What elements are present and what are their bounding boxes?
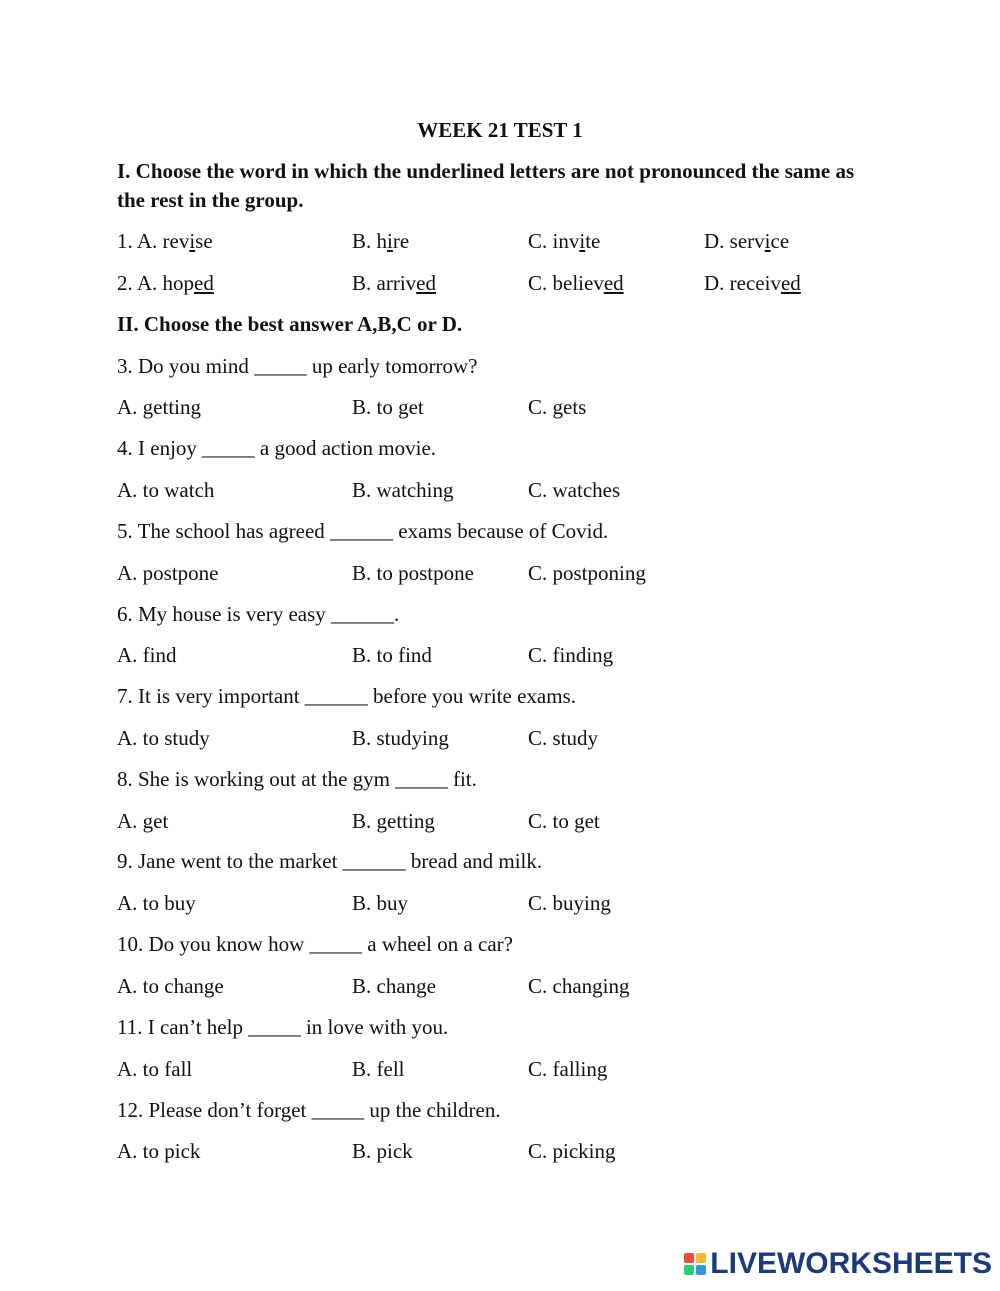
question-5-text: 5. The school has agreed ______ exams because of Covid. xyxy=(117,519,609,543)
q3-option-b: B. to get xyxy=(352,395,424,419)
q1-option-b: B. hire xyxy=(352,229,410,253)
q5-option-b: B. to postpone xyxy=(352,561,474,585)
question-11-text: 11. I can’t help _____ in love with you. xyxy=(117,1015,449,1039)
q11-option-b: B. fell xyxy=(352,1057,405,1081)
liveworksheets-logo[interactable] xyxy=(684,1247,992,1281)
q2-option-b: B. arrived xyxy=(352,271,436,295)
q8-option-b: B. getting xyxy=(352,809,435,833)
question-4-text: 4. I enjoy _____ a good action movie. xyxy=(117,436,437,460)
section-1-heading: I. Choose the word in which the underlined letters are not pronounced the same as the rest in the group. xyxy=(117,159,855,212)
question-12-text: 12. Please don’t forget _____ up the children. xyxy=(117,1098,501,1122)
q1-option-a: 1. A. revise xyxy=(117,229,213,253)
page-title: WEEK 21 TEST 1 xyxy=(417,118,583,142)
q6-option-b: B. to find xyxy=(352,643,432,667)
logo-text: LIVEWORKSHEETS xyxy=(710,1247,992,1280)
logo-square-blue xyxy=(696,1265,706,1275)
q9-option-a: A. to buy xyxy=(117,891,196,915)
q12-option-b: B. pick xyxy=(352,1139,413,1163)
q9-option-c: C. buying xyxy=(528,891,611,915)
logo-square-green xyxy=(684,1265,694,1275)
question-3-text: 3. Do you mind _____ up early tomorrow? xyxy=(117,354,478,378)
q11-option-c: C. falling xyxy=(528,1057,608,1081)
q3-option-a: A. getting xyxy=(117,395,201,419)
q10-option-a: A. to change xyxy=(117,974,224,998)
q5-option-a: A. postpone xyxy=(117,561,219,585)
q2-option-c: C. believed xyxy=(528,271,624,295)
q10-option-b: B. change xyxy=(352,974,436,998)
logo-squares-icon xyxy=(684,1253,706,1275)
q6-option-c: C. finding xyxy=(528,643,614,667)
q1-option-d: D. service xyxy=(704,229,790,253)
question-7-text: 7. It is very important ______ before you write exams. xyxy=(117,684,576,708)
q4-option-b: B. watching xyxy=(352,478,454,502)
q1-option-c: C. invite xyxy=(528,229,601,253)
q8-option-a: A. get xyxy=(117,809,169,833)
q5-option-c: C. postponing xyxy=(528,561,646,585)
q7-option-b: B. studying xyxy=(352,726,449,750)
q12-option-a: A. to pick xyxy=(117,1139,201,1163)
question-6-text: 6. My house is very easy ______. xyxy=(117,602,400,626)
q3-option-c: C. gets xyxy=(528,395,587,419)
q7-option-c: C. study xyxy=(528,726,599,750)
q4-option-c: C. watches xyxy=(528,478,621,502)
q7-option-a: A. to study xyxy=(117,726,210,750)
q9-option-b: B. buy xyxy=(352,891,409,915)
q12-option-c: C. picking xyxy=(528,1139,616,1163)
q8-option-c: C. to get xyxy=(528,809,600,833)
question-8-text: 8. She is working out at the gym _____ fit. xyxy=(117,767,477,791)
q6-option-a: A. find xyxy=(117,643,177,667)
question-9-text: 9. Jane went to the market ______ bread and milk. xyxy=(117,849,543,873)
q11-option-a: A. to fall xyxy=(117,1057,193,1081)
logo-square-yellow xyxy=(696,1253,706,1263)
logo-square-red xyxy=(684,1253,694,1263)
q2-option-d: D. received xyxy=(704,271,801,295)
q10-option-c: C. changing xyxy=(528,974,630,998)
question-10-text: 10. Do you know how _____ a wheel on a car? xyxy=(117,932,513,956)
q4-option-a: A. to watch xyxy=(117,478,215,502)
section-2-heading: II. Choose the best answer A,B,C or D. xyxy=(117,312,463,336)
q2-option-a: 2. A. hoped xyxy=(117,271,214,295)
